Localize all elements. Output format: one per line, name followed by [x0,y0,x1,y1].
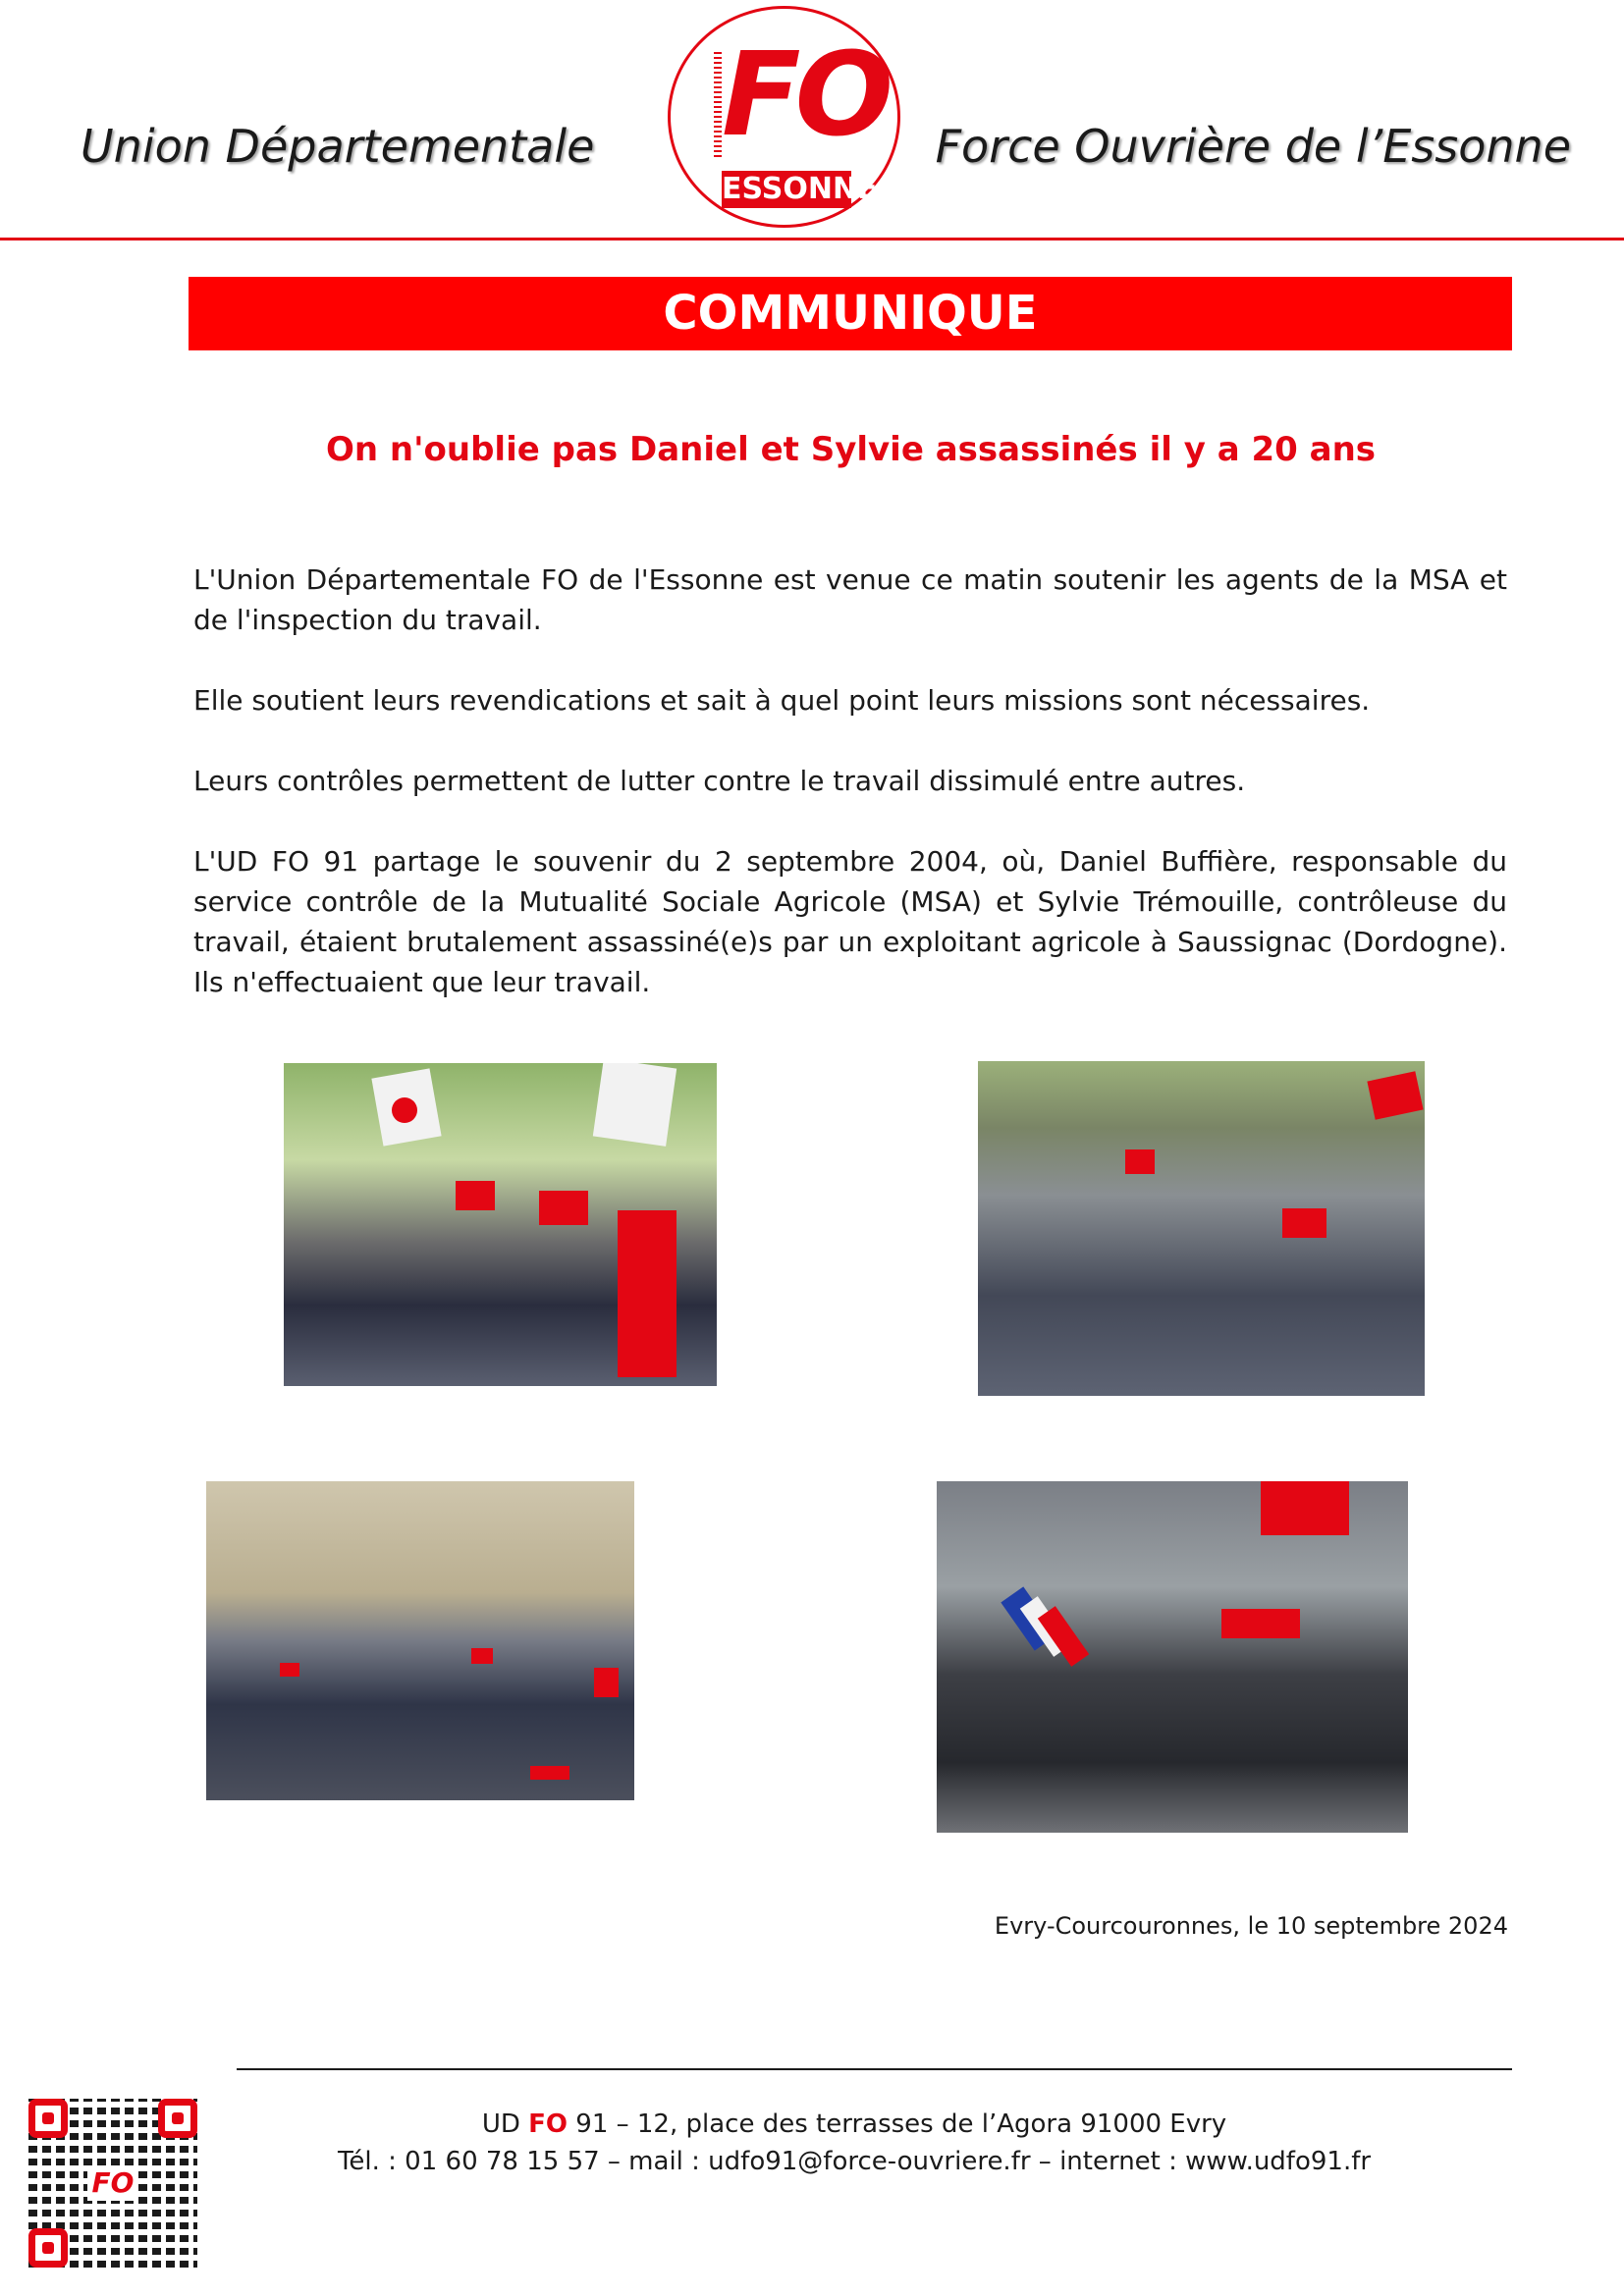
date-line: Evry-Courcouronnes, le 10 septembre 2024 [994,1912,1508,1940]
fo-essonne-logo [668,6,900,228]
page-subtitle: On n'oublie pas Daniel et Sylvie assassinés il y a 20 ans [325,430,1377,469]
photo-group-with-flags [284,1063,717,1386]
logo-fo-text: FO [722,27,888,162]
logo-vertical-text-mark [714,52,722,160]
header-divider [0,238,1624,240]
paragraph-3: Leurs contrôles permettent de lutter contre le travail dissimulé entre autres. [193,765,1246,797]
photo-die-in-square [206,1481,634,1800]
qr-code[interactable] [28,2099,197,2268]
header-right-title: Force Ouvrière de l’Essonne [935,120,1571,173]
footer-address [314,2109,1394,2139]
footer-fo-mark: FO [528,2109,568,2139]
qr-finder-top-left [28,2099,68,2138]
footer-address-prefix: UD [481,2109,529,2139]
photo-die-in-street [978,1061,1425,1396]
logo-essonne-label: ESSONNE [722,172,878,206]
photo-lying-protesters [937,1481,1408,1833]
footer-contact: Tél. : 01 60 78 15 57 – mail : udfo91@force-ouvriere.fr – internet : www.udfo91.fr [337,2147,1372,2176]
paragraph-2: Elle soutient leurs revendications et sait à quel point leurs missions sont nécessaires. [193,684,1371,717]
footer-divider [237,2068,1512,2070]
paragraph-1: L'Union Départementale FO de l'Essonne est venue ce matin soutenir les agents de la MSA et de l'inspection du travail. [193,563,1507,636]
footer-address-rest: 91 – 12, place des terrasses de l’Agora 91000 Evry [568,2109,1227,2139]
paragraph-4: L'UD FO 91 partage le souvenir du 2 septembre 2004, où, Daniel Buffière, responsable du service contrôle de la Mutualité Sociale Agricole (MSA) et Sylvie Trémouille, contrôleuse du travail, étaient brutalement assassiné(e)s par un exploitant agricole à Saussignac (Dordogne). Ils n'effectuaient que leur travail. [193,845,1507,998]
qr-fo-label: FO [87,2165,138,2201]
qr-finder-top-right [158,2099,197,2138]
communique-banner: COMMUNIQUE [189,277,1512,350]
qr-finder-bottom-left [28,2228,68,2268]
header-left-title: Union Départementale [81,120,595,173]
